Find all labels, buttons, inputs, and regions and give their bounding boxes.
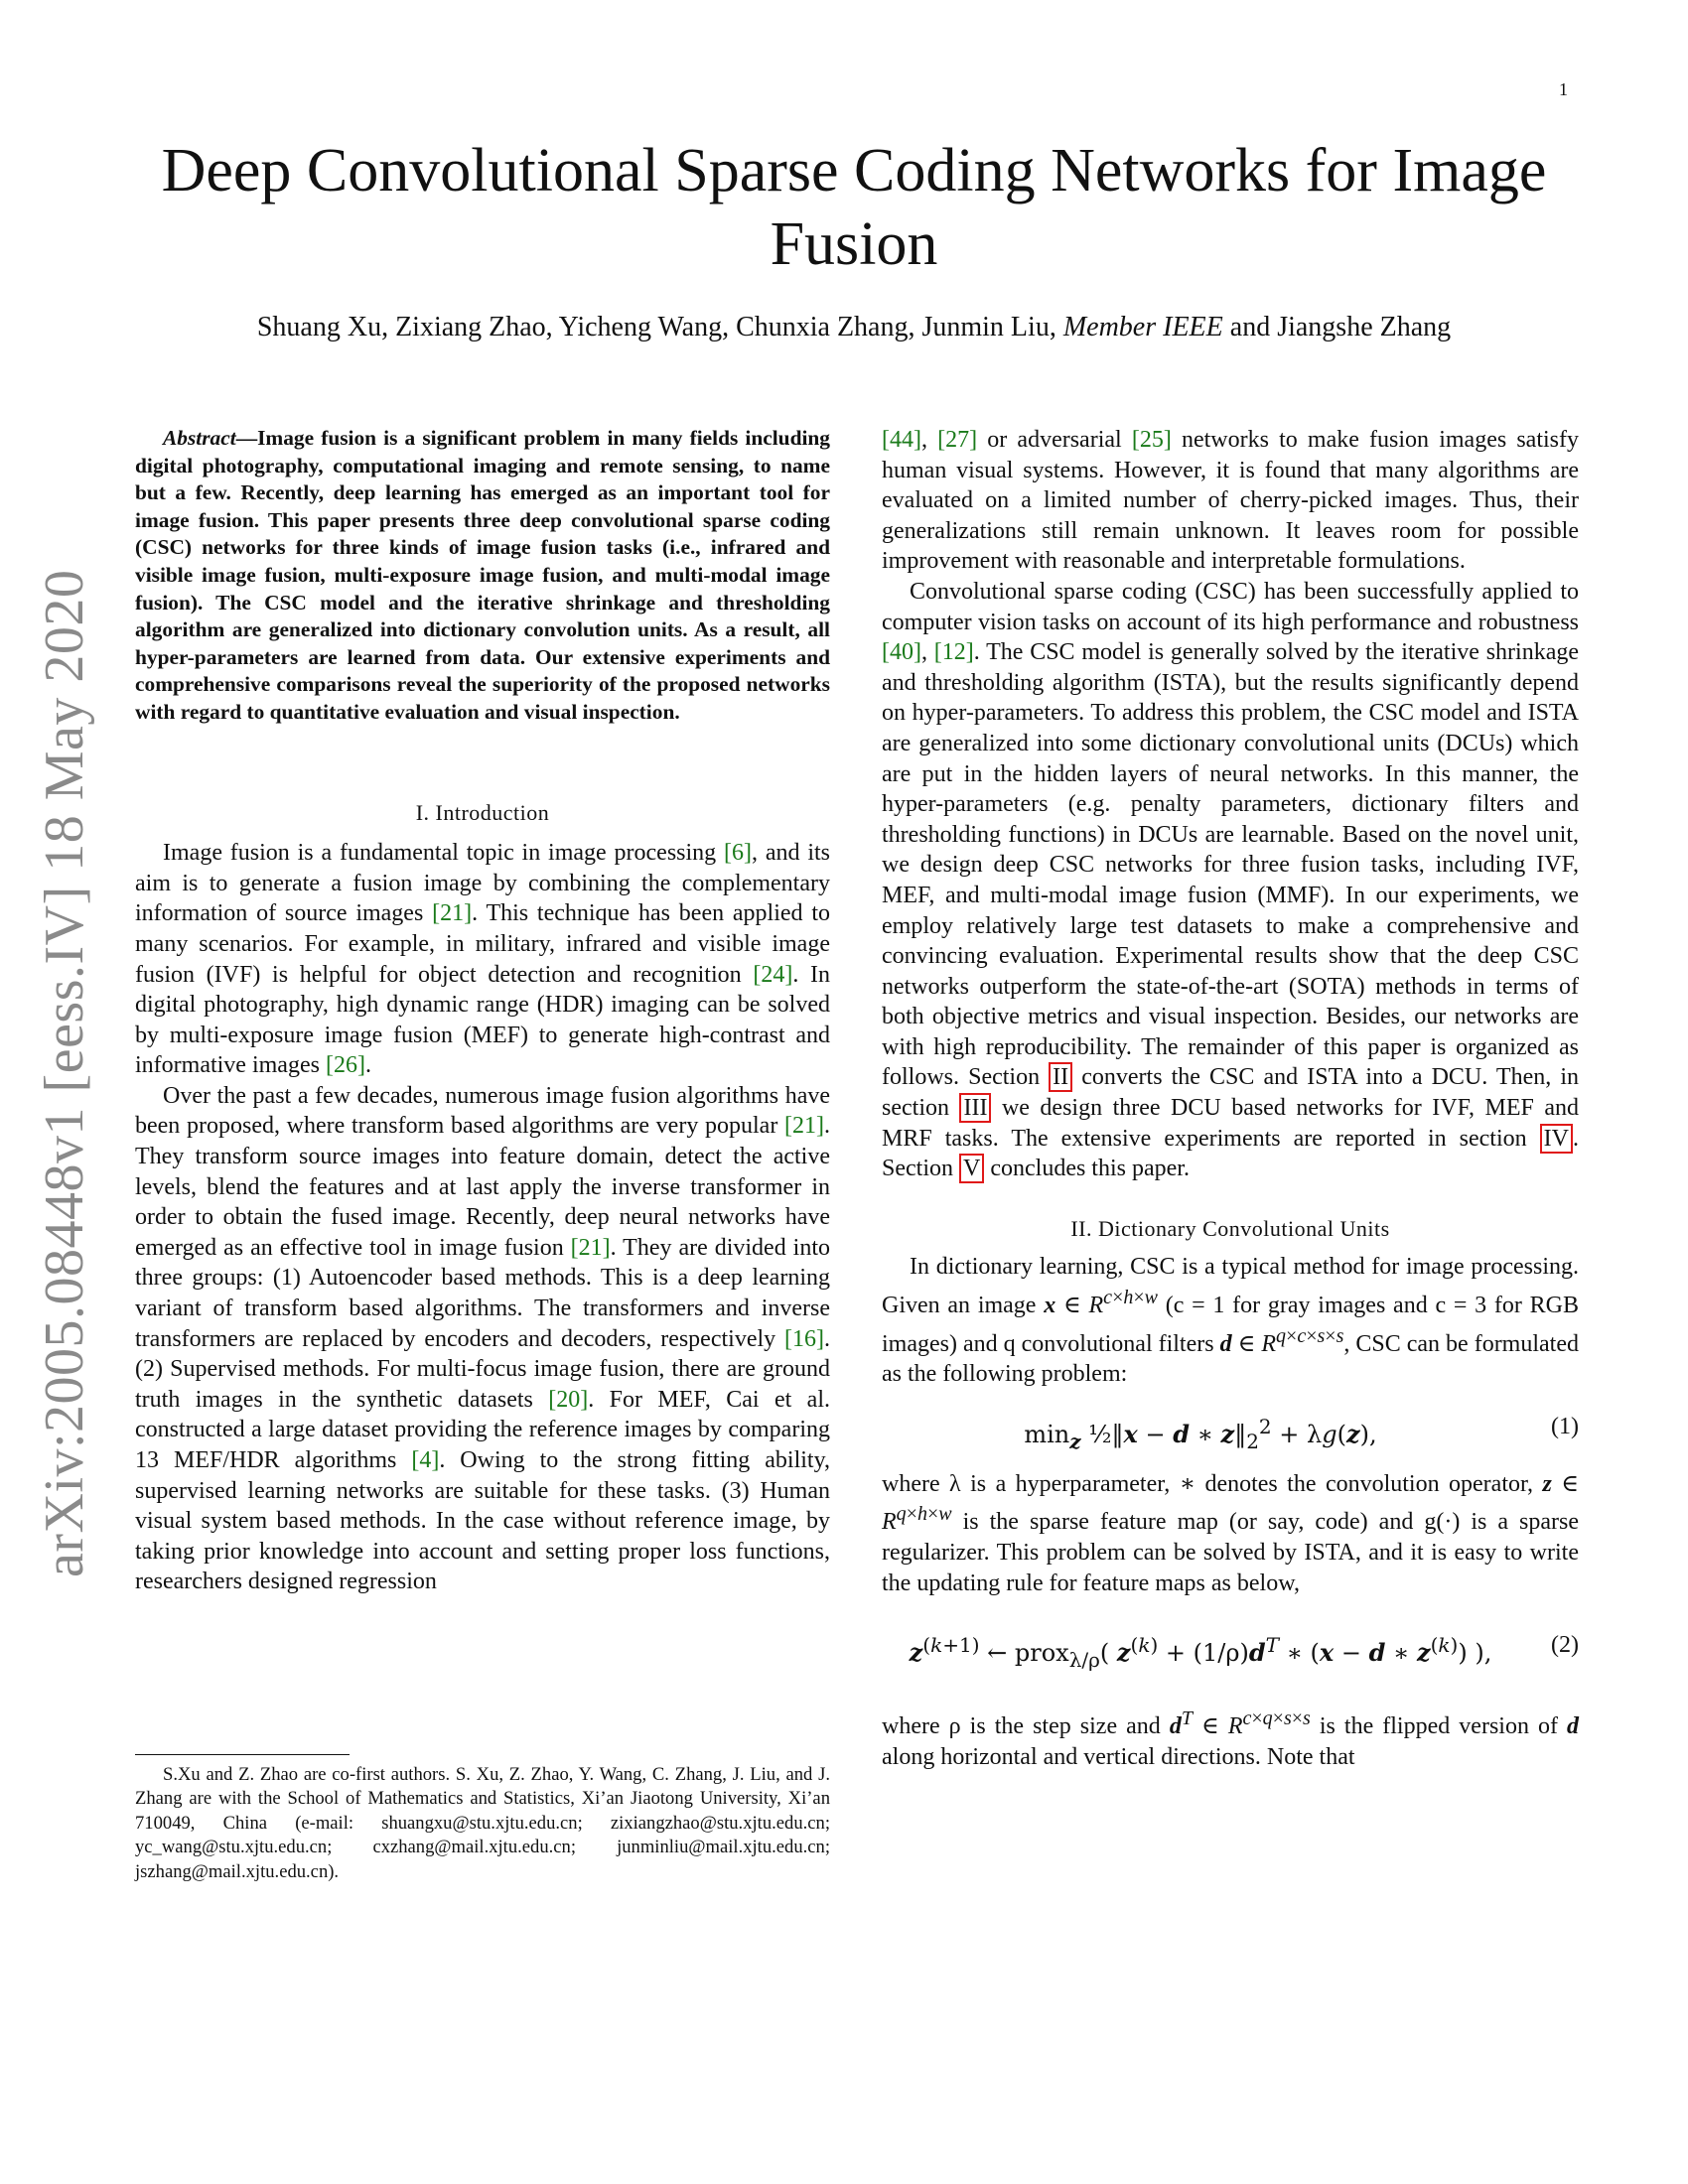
math-d: d (1567, 1713, 1580, 1740)
arxiv-side-stamp: arXiv:2005.08448v1 [eess.IV] 18 May 2020 (34, 569, 95, 1577)
citation-link[interactable]: [16] (784, 1325, 824, 1352)
footnote-rule (135, 1754, 350, 1755)
sec2-paragraph-2: where λ is a hyperparameter, ∗ denotes the convolution operator, z ∈ $R^{q\times h\times w}$ is the sparse feature map (or say, code) and g(·) is a sparse regularizer. This problem can be solved by ISTA, and it is easy to write the updating rule for feature maps as below, (882, 1470, 1580, 1596)
sec2-paragraph-3: where ρ is the step size and $d^T$ ∈ $R^{c\times q\times s\times s}$ is the flipped version of d along horizontal and vertical directions. Note that (882, 1707, 1580, 1770)
author-list (109, 310, 1599, 345)
section-heading-dcu: II. Dictionary Convolutional Units (1070, 1215, 1390, 1241)
abstract (135, 425, 830, 727)
footnote: S.Xu and Z. Zhao are co-first authors. S. Xu, Z. Zhao, Y. Wang, C. Zhang, J. Liu, and J. Zhang are with the School of Mathematics and Statistics, Xi’an Jiaotong University, Xi’an 710049, China (e-mail: shuangxu@stu.xjtu.edu.cn; zixiangzhao@stu.xjtu.edu.cn; yc_wang@stu.xjtu.edu.cn; cxzhang@mail.xjtu.edu.cn; junminliu@mail.xjtu.edu.cn; jszhang@mail.xjtu.edu.cn). (135, 1764, 830, 1882)
citation-link[interactable]: [6] (724, 840, 752, 867)
equation-1-body: $\min_z$ ½‖x − d ∗ $z‖_2^2 + \lambda g(z)$, (1024, 1414, 1377, 1453)
section-ref-link[interactable]: IV (1540, 1124, 1573, 1154)
section-ref-link[interactable]: II (1049, 1062, 1072, 1092)
intro-paragraph-3: [44], [27] or adversarial [25] networks to make fusion images satisfy human visual systems. However, it is found that many algorithms are evaluated on a limited number of cherry-picked images. Thus, their generalizations still remain unknown. It leaves room for possible improvement with reasonable and interpretable formulations. (882, 427, 1580, 575)
citation-link[interactable]: [26] (325, 1052, 365, 1079)
paper-title: Deep Convolutional Sparse Coding Networks for Image Fusion (161, 137, 1547, 278)
citation-link[interactable]: [40] (882, 639, 921, 666)
citation-link[interactable]: [24] (753, 961, 793, 988)
abstract-label: Abstract (163, 426, 236, 450)
math-d-in-R: d ∈ $R^{q\times c\times s\times s}$ (1219, 1324, 1344, 1357)
intro-paragraph-1: Image fusion is a fundamental topic in image processing [6], and its aim is to generate a fusion image by combining the complementary information of source images [21]. This technique has been applied to many scenarios. For example, in military, infrared and visible image fusion (IVF) is helpful for object detection and recognition [24]. In digital photography, high dynamic range (HDR) imaging can be solved by multi-exposure image fusion (MEF) to generate high-contrast and informative images [26]. (135, 840, 831, 1079)
sec2-paragraph-1: In dictionary learning, CSC is a typical method for image processing. Given an image x ∈ $R^{c\times h\times w}$ (c = 1 for gray images and c = 3 for RGB images) and q convolutional filters d ∈ $R^{q\times c\times s\times s}$, CSC can be formulated as the following problem: (882, 1254, 1579, 1388)
equation-1-number: (1) (1551, 1413, 1579, 1439)
left-column (135, 425, 830, 1597)
citation-link[interactable]: [20] (548, 1386, 589, 1413)
section-ref-link[interactable]: V (959, 1154, 984, 1183)
citation-link[interactable]: [21] (432, 900, 473, 927)
authors-prefix: Shuang Xu, Zixiang Zhao, Yicheng Wang, Chunxia Zhang, Junmin Liu, (256, 312, 1063, 342)
section-ref-link[interactable]: III (959, 1093, 991, 1123)
authors-suffix: and Jiangshe Zhang (1222, 312, 1452, 342)
citation-link[interactable]: [25] (1131, 427, 1172, 453)
equation-2-body: $z^{(k+1)}$ ← prox$_{\lambda/\rho}$( $z^{(k)} + (1/\rho)d^T$ ∗ (x − d ∗ $z^{(k)}$) ), (909, 1633, 1492, 1672)
equation-2 (882, 1608, 1579, 1694)
abstract-text: —Image fusion is a significant problem in many fields including digital photography, computational imaging and remote sensing, to name but a few. Recently, deep learning has emerged as an important tool for image fusion. This paper presents three deep convolutional sparse coding (CSC) networks for three kinds of image fusion tasks (i.e., infrared and visible image fusion, multi-exposure image fusion, and multi-modal image fusion). The CSC model and the iterative shrinkage and thresholding algorithm are generalized into dictionary convolution units. As a result, all hyper-parameters are learned from data. Our extensive experiments and comprehensive comparisons reveal the superiority of the proposed networks with regard to quantitative evaluation and visual inspection. (135, 426, 830, 724)
citation-link[interactable]: [44] (882, 427, 921, 453)
equation-2-number: (2) (1551, 1632, 1579, 1659)
section-heading-introduction: I. Introduction (415, 799, 550, 825)
authors-member: Member IEEE (1062, 312, 1223, 342)
intro-paragraph-2: Over the past a few decades, numerous image fusion algorithms have been proposed, where transform based algorithms are very popular [21]. They transform source images into feature domain, detect the active levels, blend the features and at last apply the inverse transformer in order to obtain the fused image. Recently, deep neural networks have emerged as an effective tool in image fusion [21]. They are divided into three groups: (1) Autoencoder based methods. This is a deep learning variant of transform based algorithms. The transformers and inverse transformers are replaced by encoders and decoders, respectively [16]. (2) Supervised methods. For multi-focus image fusion, there are ground truth images in the synthetic datasets [20]. For MEF, Cai et al. constructed a large dataset providing the reference images by comparing 13 MEF/HDR algorithms [4]. Owing to the strong fitting ability, supervised learning networks are suitable for these tasks. (3) Human visual system based methods. In the case without reference image, by taking prior knowledge into account and setting proper loss functions, researchers designed regression (135, 1082, 831, 1595)
right-column (882, 425, 1579, 1772)
page-number: 1 (1559, 79, 1568, 99)
citation-link[interactable]: [12] (933, 639, 974, 666)
citation-link[interactable]: [21] (570, 1234, 611, 1261)
citation-link[interactable]: [4] (411, 1447, 440, 1473)
equation-1 (882, 1400, 1579, 1459)
math-z-in-R: z ∈ $R^{q\times h\times w}$ (882, 1470, 1580, 1536)
intro-paragraph-4: Convolutional sparse coding (CSC) has been successfully applied to computer vision tasks on account of its high performance and robustness [40], [12]. The CSC model is generally solved by the iterative shrinkage and thresholding algorithm (ISTA), but the results significantly depend on hyper-parameters. To address this problem, the CSC model and ISTA are generalized into some dictionary convolutional units (DCUs) which are put in the hidden layers of neural networks. In this manner, the hyper-parameters (e.g. penalty parameters, dictionary filters and thresholding functions) in DCUs are learnable. Based on the novel unit, we design deep CSC networks for three fusion tasks, including IVF, MEF, and multi-modal image fusion (MMF). In our experiments, we employ relatively large test datasets to make a comprehensive and convincing evaluation. Experimental results show that the deep CSC networks outperform the state-of-the-art (SOTA) methods in terms of both objective metrics and visual inspection. Besides, our networks are with high reproducibility. The remainder of this paper is organized as follows. Section II converts the CSC and ISTA into a DCU. Then, in section III we design three DCU based networks for IVF, MEF and MRF tasks. The extensive experiments are reported in section IV . Section V concludes this paper. (882, 578, 1579, 1182)
citation-link[interactable]: [27] (937, 427, 978, 453)
math-dT-in-R: $d^T$ ∈ $R^{c\times q\times s\times s}$ (1169, 1707, 1311, 1740)
citation-link[interactable]: [21] (784, 1113, 824, 1140)
math-x-in-R: x ∈ $R^{c\times h\times w}$ (1044, 1287, 1158, 1319)
